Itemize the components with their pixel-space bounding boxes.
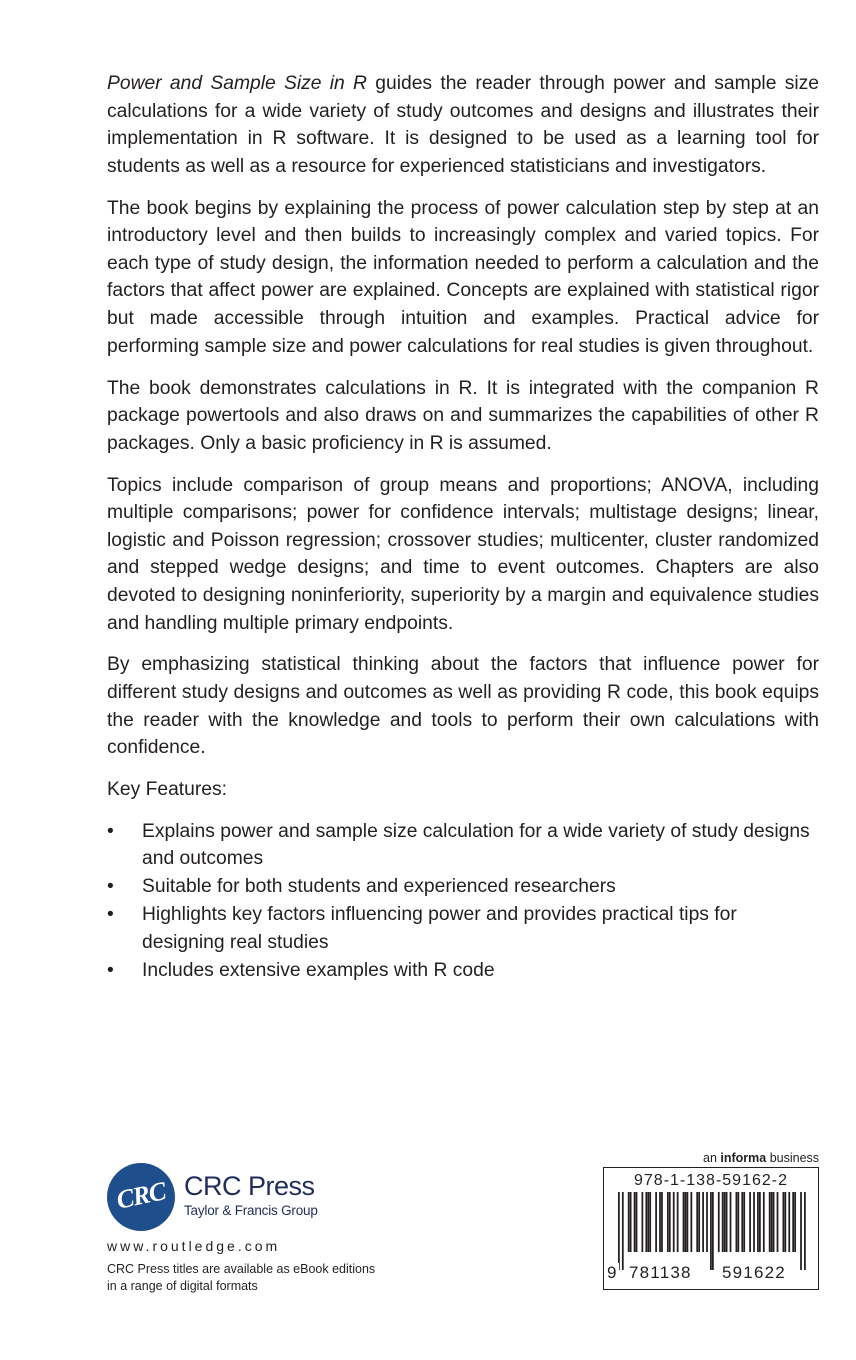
list-item: • Includes extensive examples with R code [107, 957, 819, 985]
barcode-bar [800, 1192, 802, 1270]
barcode-bar [673, 1192, 675, 1252]
list-item: • Suitable for both students and experienced researchers [107, 873, 819, 901]
publisher-group: Taylor & Francis Group [184, 1203, 318, 1218]
isbn-barcode [603, 1167, 819, 1290]
barcode-bar [773, 1192, 775, 1252]
barcode-bar [645, 1192, 647, 1252]
barcode-bar [687, 1192, 689, 1252]
barcode-bar [718, 1192, 720, 1252]
barcode-bar [726, 1192, 728, 1252]
barcode-bar [649, 1192, 651, 1252]
bullet-icon: • [107, 820, 114, 842]
barcode-bar [655, 1192, 657, 1252]
barcode-bar [696, 1192, 698, 1252]
barcode-bar [724, 1192, 726, 1252]
barcode-bar [690, 1192, 692, 1252]
barcode-bar [788, 1192, 790, 1252]
barcode-bar [618, 1192, 620, 1270]
barcode-bar [737, 1192, 739, 1252]
barcode-bar [753, 1192, 755, 1252]
barcode-bar [804, 1192, 806, 1270]
barcode-bar [730, 1192, 732, 1252]
description-paragraph-3: The book demonstrates calculations in R. It is integrated with the companion R package powertools and also draws on and summarizes the capabilities of other R packages. Only a basic proficiency in R is assumed. [107, 377, 819, 454]
barcode-bar [769, 1192, 771, 1252]
barcode-bar [622, 1192, 624, 1270]
isbn-number: 978-1-138-59162-2 [634, 1172, 788, 1189]
barcode-bar [759, 1192, 761, 1252]
description-paragraph-4: Topics include comparison of group means and proportions; ANOVA, including multiple comparisons; power for confidence intervals; multistage designs; linear, logistic and Poisson regression; crossover studies; multicenter, cluster randomized and stepped wedge designs; and time to event outcomes. Chapters are also devoted to designing noninferiority, superiority by a margin and equivalence studies and handling multiple primary endpoints. [107, 474, 819, 634]
barcode-bar [669, 1192, 671, 1252]
barcode-bar [683, 1192, 685, 1252]
barcode-bar [763, 1192, 765, 1252]
list-item: • Highlights key factors influencing power and provides practical tips for designing real studies [107, 901, 819, 956]
barcode-bar [628, 1192, 630, 1252]
barcode-bar [783, 1192, 785, 1252]
barcode-bar [710, 1192, 712, 1270]
barcode-bar [784, 1192, 786, 1252]
barcode-bar [642, 1192, 644, 1252]
description-paragraph-5: By emphasizing statistical thinking about the factors that influence power for different study designs and outcomes as well as providing R code, this book equips the reader with the knowledge and tools to perform their own calculations with confidence. [107, 654, 819, 759]
barcode-bar [647, 1192, 649, 1252]
informa-business-tagline: an informa business [703, 1151, 820, 1165]
barcode-bar [702, 1192, 704, 1252]
key-features-heading: Key Features: [107, 779, 228, 801]
publisher-website: www.routledge.com [107, 1238, 281, 1254]
barcode-bar [792, 1192, 794, 1252]
barcode-right-digits: 591622 [722, 1263, 786, 1282]
barcode-bar [677, 1192, 679, 1252]
barcode-bar [630, 1192, 632, 1252]
barcode-bar [722, 1192, 724, 1252]
barcode-digits [604, 1263, 820, 1283]
barcode-bar [794, 1192, 796, 1252]
crc-logo-icon: CRC [107, 1163, 175, 1231]
book-title-italic: Power and Sample Size in R [107, 73, 367, 94]
barcode-bar [771, 1192, 773, 1252]
bullet-icon: • [107, 904, 114, 926]
ebook-notice: CRC Press titles are available as eBook editions in a range of digital formats [107, 1262, 376, 1293]
barcode-first-digit: 9 [607, 1263, 618, 1282]
barcode-bar [661, 1192, 663, 1252]
barcode-bar [777, 1192, 779, 1252]
barcode-bar [685, 1192, 687, 1252]
description-paragraph-2: The book begins by explaining the process of power calculation step by step at an introductory level and then builds to increasingly complex and varied topics. For each type of study design, the information needed to perform a calculation and the factors that affect power are explained. Concepts are explained with statistical rigor but made accessible through intuition and examples. Practical advice for performing sample size and power calculations for real studies is given throughout. [107, 197, 819, 357]
barcode-bar [736, 1192, 738, 1252]
barcode-bar [757, 1192, 759, 1252]
barcode-left-digits: 781138 [629, 1263, 692, 1282]
barcode-bar [636, 1192, 638, 1252]
barcode-bar [712, 1192, 714, 1270]
key-features-list [107, 818, 819, 985]
publisher-name: CRC Press [184, 1171, 315, 1201]
bullet-icon: • [107, 959, 114, 981]
barcode-bar [659, 1192, 661, 1252]
barcode-bar [741, 1192, 743, 1252]
description-paragraph-1: Power and Sample Size in R guides the reader through power and sample size calculations for a wide variety of study outcomes and designs and illustrates their implementation in R software. It is designed to be used as a learning tool for students as well as a resource for experienced statisticians and investigators. [107, 73, 819, 177]
barcode-bars [618, 1192, 806, 1270]
barcode-bar [698, 1192, 700, 1252]
back-cover-text [107, 70, 819, 985]
bullet-icon: • [107, 876, 114, 898]
barcode-bar [667, 1192, 669, 1252]
barcode-bar [634, 1192, 636, 1252]
barcode-bar [749, 1192, 751, 1252]
list-item: • Explains power and sample size calculation for a wide variety of study designs and outcomes [107, 818, 819, 873]
barcode-bar [706, 1192, 708, 1252]
barcode-bar [743, 1192, 745, 1252]
